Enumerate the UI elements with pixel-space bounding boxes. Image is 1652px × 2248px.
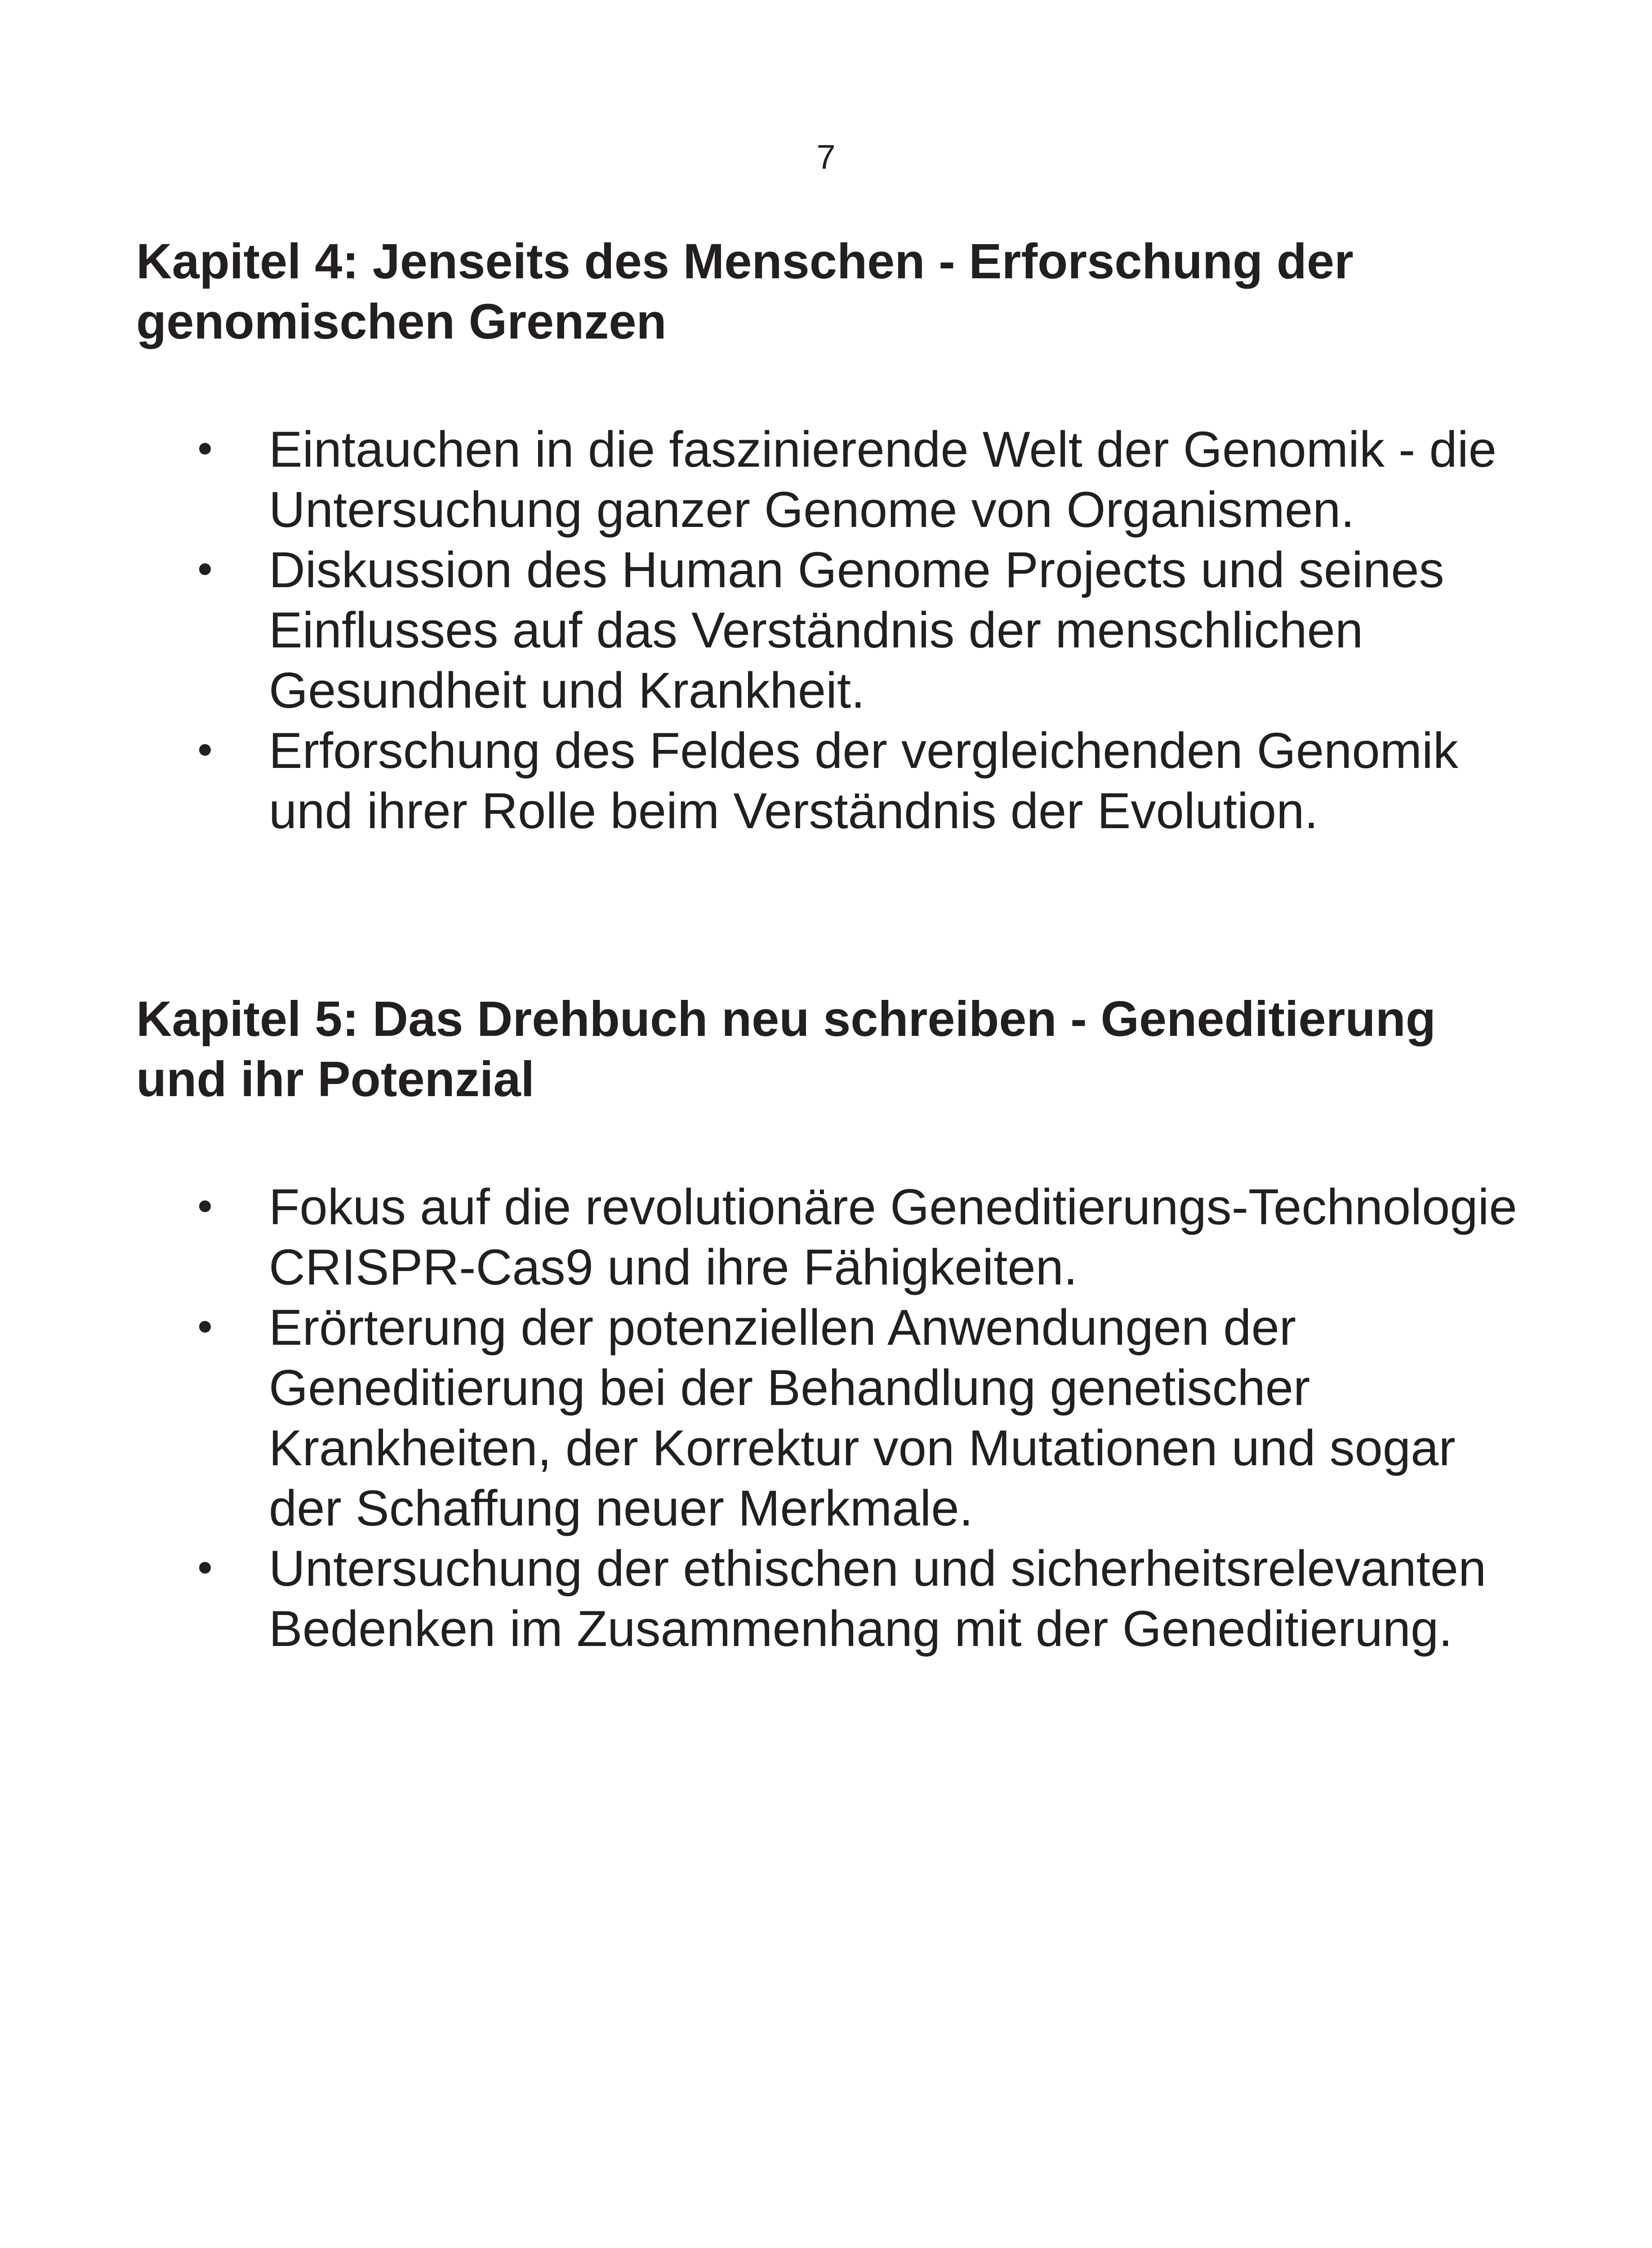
list-item: [136, 1177, 1539, 1298]
list-item-text: Eintauchen in die faszinierende Welt der Genomik - die Untersuchung ganzer Genome von Organismen.: [269, 421, 1496, 538]
bullet-icon: [199, 1200, 211, 1212]
bullet-icon: [199, 1321, 211, 1333]
bullet-icon: [199, 563, 211, 575]
chapter-title: Kapitel 5: Das Drehbuch neu schreiben - Geneditierung und ihr Potenzial: [136, 991, 1436, 1107]
page-number: 7: [816, 138, 836, 176]
bullet-list: [136, 419, 1539, 841]
list-item-text: Erörterung der potenziellen Anwendungen der Geneditierung bei der Behandlung genetischer Krankheiten, der Korrektur von Mutationen und sogar der Schaffung neuer Merkmale.: [269, 1299, 1456, 1536]
list-item: [136, 419, 1539, 540]
list-item-text: Untersuchung der ethischen und sicherheitsrelevanten Bedenken im Zusammenhang mit der Geneditierung.: [269, 1540, 1487, 1657]
list-item-text: Fokus auf die revolutionäre Geneditierungs-Technologie CRISPR-Cas9 und ihre Fähigkeiten.: [269, 1179, 1517, 1295]
list-item: [136, 540, 1539, 721]
chapter-4-section: [136, 232, 1539, 841]
list-item: [136, 1539, 1539, 1659]
chapter-5-section: [136, 989, 1539, 1659]
bullet-icon: [199, 443, 211, 455]
list-item: [136, 721, 1539, 841]
bullet-list: [136, 1177, 1539, 1659]
chapter-title: Kapitel 4: Jenseits des Menschen - Erforschung der genomischen Grenzen: [136, 234, 1354, 349]
bullet-icon: [199, 744, 211, 756]
list-item-text: Diskussion des Human Genome Projects und seines Einflusses auf das Verständnis der menschlichen Gesundheit und Krankheit.: [269, 542, 1444, 718]
list-item-text: Erforschung des Feldes der vergleichenden Genomik und ihrer Rolle beim Verständnis der Evolution.: [269, 723, 1458, 839]
list-item: [136, 1298, 1539, 1539]
bullet-icon: [199, 1562, 211, 1574]
